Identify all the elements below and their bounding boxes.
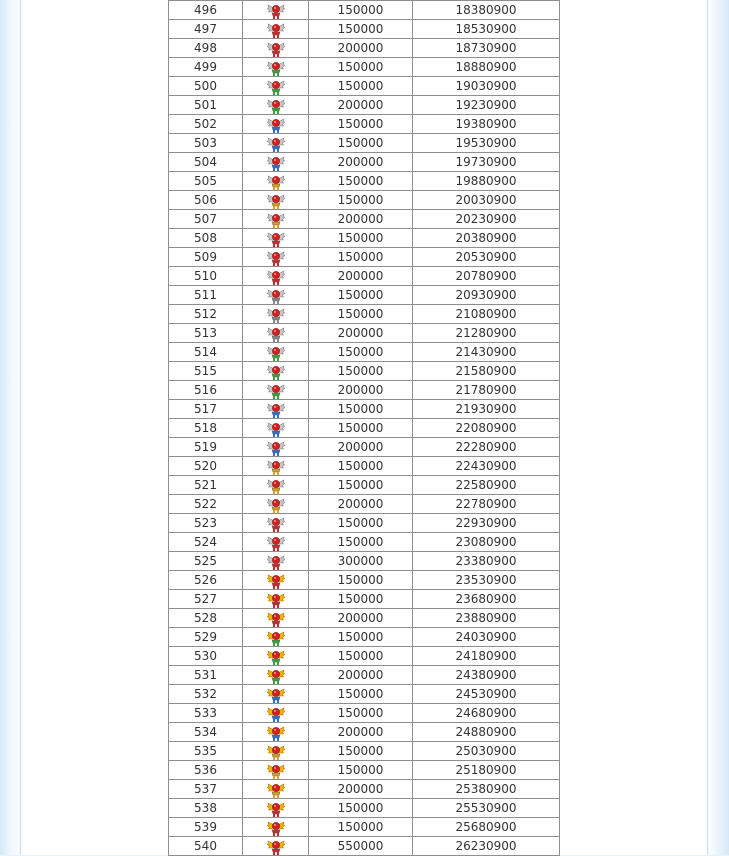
badge-cell xyxy=(243,457,309,476)
table-row xyxy=(169,533,560,552)
gold-wing-badge-icon xyxy=(267,763,285,779)
total-exp-cell: 22430900 xyxy=(413,457,560,476)
level-table-body xyxy=(169,1,560,856)
level-cell: 522 xyxy=(169,495,243,514)
level-cell: 500 xyxy=(169,77,243,96)
total-exp-cell: 22280900 xyxy=(413,438,560,457)
table-row xyxy=(169,39,560,58)
required-exp-cell: 200000 xyxy=(309,438,413,457)
badge-cell xyxy=(243,438,309,457)
gold-wing-badge-icon xyxy=(267,630,285,646)
level-cell: 528 xyxy=(169,609,243,628)
required-exp-cell: 550000 xyxy=(309,837,413,856)
table-row xyxy=(169,305,560,324)
total-exp-cell: 20780900 xyxy=(413,267,560,286)
table-row xyxy=(169,343,560,362)
required-exp-cell: 200000 xyxy=(309,609,413,628)
table-row xyxy=(169,381,560,400)
level-cell: 505 xyxy=(169,172,243,191)
total-exp-cell: 25530900 xyxy=(413,799,560,818)
badge-cell xyxy=(243,400,309,419)
level-cell: 499 xyxy=(169,58,243,77)
table-row xyxy=(169,400,560,419)
badge-cell xyxy=(243,324,309,343)
required-exp-cell: 200000 xyxy=(309,495,413,514)
total-exp-cell: 23680900 xyxy=(413,590,560,609)
badge-cell xyxy=(243,742,309,761)
table-row xyxy=(169,191,560,210)
table-row xyxy=(169,115,560,134)
gold-wing-badge-icon xyxy=(267,801,285,817)
level-cell: 520 xyxy=(169,457,243,476)
required-exp-cell: 150000 xyxy=(309,533,413,552)
required-exp-cell: 150000 xyxy=(309,571,413,590)
required-exp-cell: 200000 xyxy=(309,39,413,58)
level-cell: 502 xyxy=(169,115,243,134)
required-exp-cell: 150000 xyxy=(309,343,413,362)
table-row xyxy=(169,457,560,476)
badge-cell xyxy=(243,248,309,267)
level-cell: 508 xyxy=(169,229,243,248)
level-cell: 497 xyxy=(169,20,243,39)
badge-cell xyxy=(243,818,309,837)
required-exp-cell: 200000 xyxy=(309,666,413,685)
total-exp-cell: 23380900 xyxy=(413,552,560,571)
table-row xyxy=(169,77,560,96)
silver-wing-badge-icon xyxy=(267,516,285,532)
total-exp-cell: 19030900 xyxy=(413,77,560,96)
required-exp-cell: 150000 xyxy=(309,590,413,609)
required-exp-cell: 150000 xyxy=(309,248,413,267)
badge-cell xyxy=(243,229,309,248)
silver-wing-badge-icon xyxy=(267,478,285,494)
level-cell: 501 xyxy=(169,96,243,115)
total-exp-cell: 19880900 xyxy=(413,172,560,191)
silver-wing-badge-icon xyxy=(267,497,285,513)
table-row xyxy=(169,571,560,590)
total-exp-cell: 21080900 xyxy=(413,305,560,324)
table-row xyxy=(169,96,560,115)
silver-wing-badge-icon xyxy=(267,60,285,76)
level-cell: 503 xyxy=(169,134,243,153)
table-row xyxy=(169,210,560,229)
level-cell: 537 xyxy=(169,780,243,799)
table-row xyxy=(169,647,560,666)
badge-cell xyxy=(243,552,309,571)
required-exp-cell: 150000 xyxy=(309,229,413,248)
total-exp-cell: 25180900 xyxy=(413,761,560,780)
right-border xyxy=(707,0,708,855)
silver-wing-badge-icon xyxy=(267,326,285,342)
badge-cell xyxy=(243,647,309,666)
silver-wing-badge-icon xyxy=(267,402,285,418)
level-cell: 506 xyxy=(169,191,243,210)
gold-wing-badge-icon xyxy=(267,687,285,703)
level-cell: 525 xyxy=(169,552,243,571)
required-exp-cell: 150000 xyxy=(309,362,413,381)
silver-wing-badge-icon xyxy=(267,250,285,266)
required-exp-cell: 150000 xyxy=(309,115,413,134)
silver-wing-badge-icon xyxy=(267,459,285,475)
gold-wing-badge-icon xyxy=(267,668,285,684)
level-cell: 519 xyxy=(169,438,243,457)
required-exp-cell: 150000 xyxy=(309,1,413,20)
badge-cell xyxy=(243,628,309,647)
table-row xyxy=(169,362,560,381)
total-exp-cell: 20230900 xyxy=(413,210,560,229)
level-cell: 496 xyxy=(169,1,243,20)
total-exp-cell: 22780900 xyxy=(413,495,560,514)
level-cell: 517 xyxy=(169,400,243,419)
required-exp-cell: 200000 xyxy=(309,780,413,799)
badge-cell xyxy=(243,39,309,58)
total-exp-cell: 21280900 xyxy=(413,324,560,343)
silver-wing-badge-icon xyxy=(267,155,285,171)
table-row xyxy=(169,514,560,533)
silver-wing-badge-icon xyxy=(267,98,285,114)
total-exp-cell: 25380900 xyxy=(413,780,560,799)
table-row xyxy=(169,134,560,153)
badge-cell xyxy=(243,96,309,115)
total-exp-cell: 19530900 xyxy=(413,134,560,153)
silver-wing-badge-icon xyxy=(267,288,285,304)
silver-wing-badge-icon xyxy=(267,22,285,38)
required-exp-cell: 150000 xyxy=(309,20,413,39)
total-exp-cell: 25680900 xyxy=(413,818,560,837)
silver-wing-badge-icon xyxy=(267,440,285,456)
gold-wing-badge-icon xyxy=(267,744,285,760)
total-exp-cell: 20530900 xyxy=(413,248,560,267)
badge-cell xyxy=(243,419,309,438)
total-exp-cell: 21580900 xyxy=(413,362,560,381)
level-cell: 511 xyxy=(169,286,243,305)
required-exp-cell: 150000 xyxy=(309,685,413,704)
badge-cell xyxy=(243,704,309,723)
table-row xyxy=(169,248,560,267)
level-cell: 498 xyxy=(169,39,243,58)
level-cell: 504 xyxy=(169,153,243,172)
total-exp-cell: 26230900 xyxy=(413,837,560,856)
required-exp-cell: 200000 xyxy=(309,324,413,343)
table-row xyxy=(169,590,560,609)
badge-cell xyxy=(243,58,309,77)
gold-wing-badge-icon xyxy=(267,611,285,627)
total-exp-cell: 23530900 xyxy=(413,571,560,590)
level-cell: 510 xyxy=(169,267,243,286)
level-table xyxy=(168,0,560,856)
silver-wing-badge-icon xyxy=(267,79,285,95)
table-row xyxy=(169,552,560,571)
total-exp-cell: 24380900 xyxy=(413,666,560,685)
required-exp-cell: 150000 xyxy=(309,172,413,191)
total-exp-cell: 25030900 xyxy=(413,742,560,761)
total-exp-cell: 18380900 xyxy=(413,1,560,20)
badge-cell xyxy=(243,172,309,191)
silver-wing-badge-icon xyxy=(267,269,285,285)
silver-wing-badge-icon xyxy=(267,212,285,228)
level-cell: 521 xyxy=(169,476,243,495)
required-exp-cell: 200000 xyxy=(309,723,413,742)
table-row xyxy=(169,742,560,761)
badge-cell xyxy=(243,685,309,704)
table-row xyxy=(169,267,560,286)
level-cell: 507 xyxy=(169,210,243,229)
total-exp-cell: 19730900 xyxy=(413,153,560,172)
badge-cell xyxy=(243,495,309,514)
required-exp-cell: 150000 xyxy=(309,514,413,533)
table-row xyxy=(169,438,560,457)
table-row xyxy=(169,666,560,685)
badge-cell xyxy=(243,134,309,153)
total-exp-cell: 24530900 xyxy=(413,685,560,704)
required-exp-cell: 200000 xyxy=(309,381,413,400)
badge-cell xyxy=(243,837,309,856)
total-exp-cell: 23880900 xyxy=(413,609,560,628)
badge-cell xyxy=(243,1,309,20)
total-exp-cell: 20930900 xyxy=(413,286,560,305)
silver-wing-badge-icon xyxy=(267,535,285,551)
table-row xyxy=(169,476,560,495)
level-cell: 530 xyxy=(169,647,243,666)
table-row xyxy=(169,58,560,77)
required-exp-cell: 150000 xyxy=(309,419,413,438)
badge-cell xyxy=(243,115,309,134)
level-cell: 536 xyxy=(169,761,243,780)
gold-wing-badge-icon xyxy=(267,706,285,722)
required-exp-cell: 150000 xyxy=(309,457,413,476)
required-exp-cell: 150000 xyxy=(309,647,413,666)
level-cell: 512 xyxy=(169,305,243,324)
silver-wing-badge-icon xyxy=(267,231,285,247)
required-exp-cell: 150000 xyxy=(309,191,413,210)
required-exp-cell: 150000 xyxy=(309,761,413,780)
required-exp-cell: 150000 xyxy=(309,77,413,96)
silver-wing-badge-icon xyxy=(267,345,285,361)
level-cell: 529 xyxy=(169,628,243,647)
silver-wing-badge-icon xyxy=(267,3,285,19)
total-exp-cell: 22080900 xyxy=(413,419,560,438)
left-border xyxy=(20,0,21,855)
required-exp-cell: 150000 xyxy=(309,628,413,647)
badge-cell xyxy=(243,153,309,172)
gold-wing-badge-icon xyxy=(267,573,285,589)
silver-wing-badge-icon xyxy=(267,307,285,323)
gold-wing-badge-icon xyxy=(267,782,285,798)
badge-cell xyxy=(243,666,309,685)
total-exp-cell: 18730900 xyxy=(413,39,560,58)
silver-wing-badge-icon xyxy=(267,136,285,152)
required-exp-cell: 150000 xyxy=(309,799,413,818)
silver-wing-badge-icon xyxy=(267,421,285,437)
badge-cell xyxy=(243,799,309,818)
total-exp-cell: 24180900 xyxy=(413,647,560,666)
required-exp-cell: 200000 xyxy=(309,153,413,172)
level-cell: 524 xyxy=(169,533,243,552)
required-exp-cell: 150000 xyxy=(309,742,413,761)
total-exp-cell: 18880900 xyxy=(413,58,560,77)
silver-wing-badge-icon xyxy=(267,554,285,570)
table-row xyxy=(169,837,560,856)
table-row xyxy=(169,229,560,248)
table-row xyxy=(169,818,560,837)
badge-cell xyxy=(243,761,309,780)
total-exp-cell: 23080900 xyxy=(413,533,560,552)
silver-wing-badge-icon xyxy=(267,193,285,209)
level-cell: 513 xyxy=(169,324,243,343)
table-row xyxy=(169,419,560,438)
table-row xyxy=(169,609,560,628)
gold-wing-badge-icon xyxy=(267,820,285,836)
level-cell: 515 xyxy=(169,362,243,381)
required-exp-cell: 150000 xyxy=(309,305,413,324)
total-exp-cell: 24030900 xyxy=(413,628,560,647)
level-cell: 523 xyxy=(169,514,243,533)
total-exp-cell: 21930900 xyxy=(413,400,560,419)
total-exp-cell: 18530900 xyxy=(413,20,560,39)
gold-wing-badge-icon xyxy=(267,725,285,741)
table-row xyxy=(169,20,560,39)
required-exp-cell: 200000 xyxy=(309,96,413,115)
table-row xyxy=(169,1,560,20)
level-cell: 509 xyxy=(169,248,243,267)
badge-cell xyxy=(243,305,309,324)
silver-wing-badge-icon xyxy=(267,117,285,133)
table-row xyxy=(169,704,560,723)
table-row xyxy=(169,761,560,780)
table-row xyxy=(169,685,560,704)
required-exp-cell: 150000 xyxy=(309,818,413,837)
badge-cell xyxy=(243,609,309,628)
level-cell: 527 xyxy=(169,590,243,609)
table-row xyxy=(169,286,560,305)
table-row xyxy=(169,495,560,514)
table-row xyxy=(169,628,560,647)
total-exp-cell: 24680900 xyxy=(413,704,560,723)
level-cell: 518 xyxy=(169,419,243,438)
level-cell: 532 xyxy=(169,685,243,704)
required-exp-cell: 150000 xyxy=(309,286,413,305)
silver-wing-badge-icon xyxy=(267,364,285,380)
required-exp-cell: 300000 xyxy=(309,552,413,571)
table-row xyxy=(169,723,560,742)
level-cell: 540 xyxy=(169,837,243,856)
level-cell: 526 xyxy=(169,571,243,590)
badge-cell xyxy=(243,362,309,381)
silver-wing-badge-icon xyxy=(267,174,285,190)
required-exp-cell: 150000 xyxy=(309,58,413,77)
gold-wing-badge-icon xyxy=(267,592,285,608)
level-cell: 538 xyxy=(169,799,243,818)
table-row xyxy=(169,172,560,191)
level-cell: 531 xyxy=(169,666,243,685)
silver-wing-badge-icon xyxy=(267,41,285,57)
table-row xyxy=(169,153,560,172)
required-exp-cell: 150000 xyxy=(309,476,413,495)
total-exp-cell: 20030900 xyxy=(413,191,560,210)
level-cell: 533 xyxy=(169,704,243,723)
badge-cell xyxy=(243,514,309,533)
total-exp-cell: 22580900 xyxy=(413,476,560,495)
table-row xyxy=(169,780,560,799)
required-exp-cell: 150000 xyxy=(309,704,413,723)
total-exp-cell: 19230900 xyxy=(413,96,560,115)
required-exp-cell: 150000 xyxy=(309,400,413,419)
badge-cell xyxy=(243,210,309,229)
table-row xyxy=(169,799,560,818)
badge-cell xyxy=(243,590,309,609)
required-exp-cell: 200000 xyxy=(309,267,413,286)
gold-wing-badge-icon xyxy=(267,649,285,665)
badge-cell xyxy=(243,533,309,552)
total-exp-cell: 22930900 xyxy=(413,514,560,533)
gold-wing-badge-icon xyxy=(267,839,285,855)
badge-cell xyxy=(243,191,309,210)
badge-cell xyxy=(243,20,309,39)
level-cell: 514 xyxy=(169,343,243,362)
level-cell: 534 xyxy=(169,723,243,742)
table-row xyxy=(169,324,560,343)
silver-wing-badge-icon xyxy=(267,383,285,399)
required-exp-cell: 200000 xyxy=(309,210,413,229)
badge-cell xyxy=(243,780,309,799)
required-exp-cell: 150000 xyxy=(309,134,413,153)
level-cell: 539 xyxy=(169,818,243,837)
badge-cell xyxy=(243,77,309,96)
badge-cell xyxy=(243,723,309,742)
total-exp-cell: 19380900 xyxy=(413,115,560,134)
total-exp-cell: 21780900 xyxy=(413,381,560,400)
total-exp-cell: 21430900 xyxy=(413,343,560,362)
badge-cell xyxy=(243,267,309,286)
total-exp-cell: 20380900 xyxy=(413,229,560,248)
badge-cell xyxy=(243,476,309,495)
badge-cell xyxy=(243,343,309,362)
badge-cell xyxy=(243,381,309,400)
level-cell: 516 xyxy=(169,381,243,400)
badge-cell xyxy=(243,286,309,305)
total-exp-cell: 24880900 xyxy=(413,723,560,742)
badge-cell xyxy=(243,571,309,590)
level-cell: 535 xyxy=(169,742,243,761)
